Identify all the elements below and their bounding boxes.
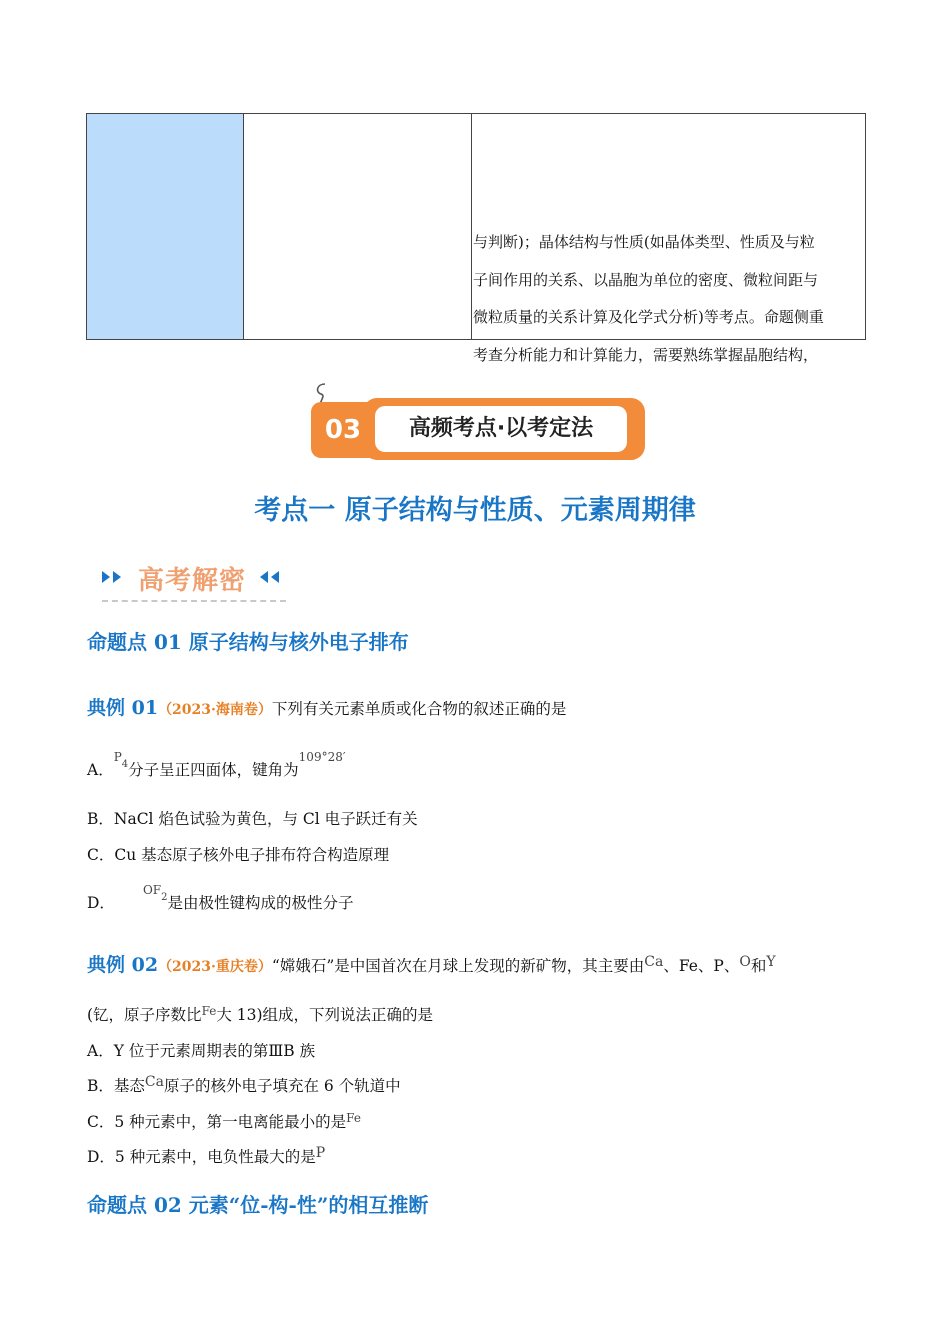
example-question: 、Fe、P、 [663, 957, 740, 975]
table-cell-paragraph [473, 224, 867, 374]
example-question: 大 13)组成，下列说法正确的是 [216, 1006, 434, 1024]
banner-title: 高频考点·以考定法 [375, 406, 627, 452]
paragraph-line: 子间作用的关系、以晶胞为单位的密度、微粒间距与 [473, 270, 819, 289]
formula-subscript: 2 [161, 892, 168, 903]
banner-title-box [363, 398, 645, 460]
option-prefix: A． [87, 761, 114, 779]
gaokao-header [100, 560, 286, 602]
option-a: A．Y 位于元素周期表的第ⅢB 族 [87, 1042, 316, 1060]
element-symbol: P [315, 1145, 326, 1161]
double-arrow-left-icon [258, 568, 288, 586]
example-source: （2023·重庆卷） [158, 959, 272, 975]
example-question: (钇，原子序数比 [87, 1006, 202, 1024]
option-text: C．5 种元素中，第一电离能最小的是 [87, 1113, 347, 1131]
option-d [87, 1145, 325, 1167]
option-text: D．5 种元素中，电负性最大的是 [87, 1148, 316, 1166]
gaokao-label: 高考解密 [138, 566, 247, 596]
element-symbol: O [739, 954, 751, 970]
option-d [87, 883, 354, 913]
example-1-stem [87, 693, 566, 720]
option-text: 原子的核外电子填充在 6 个轨道中 [163, 1077, 401, 1095]
paragraph-line: 与判断)；晶体结构与性质(如晶体类型、性质及与粒 [473, 233, 815, 251]
option-text: 是由极性键构成的极性分子 [167, 894, 354, 912]
example-2-stem [87, 950, 776, 977]
example-label: 典例 02 [87, 954, 159, 976]
formula: OF [142, 883, 162, 897]
example-source: （2023·海南卷） [158, 702, 272, 718]
formula: P [113, 750, 122, 764]
option-c: C．Cu 基态原子核外电子排布符合构造原理 [87, 846, 390, 864]
element-symbol: Ca [644, 954, 664, 970]
table-cell-empty [244, 114, 472, 339]
section-heading-1: 命题点 01 原子结构与核外电子排布 [87, 630, 409, 654]
element-symbol: Fe [201, 1004, 217, 1018]
option-text: 分子呈正四面体，键角为 [128, 761, 299, 779]
example-question: “嫦娥石”是中国首次在月球上发现的新矿物，其主要由 [271, 957, 645, 975]
double-arrow-right-icon [100, 568, 130, 586]
option-text: B．基态 [87, 1077, 145, 1095]
section-heading-2: 命题点 02 元素“位-构-性”的相互推断 [87, 1193, 429, 1217]
example-question: 和 [750, 957, 767, 975]
section-banner [311, 398, 645, 460]
dashed-divider [102, 600, 286, 602]
example-2-stem-line2 [87, 1003, 433, 1025]
example-label: 典例 01 [87, 697, 159, 719]
option-prefix: D． [87, 894, 115, 912]
bond-angle: 109°28′ [298, 750, 346, 764]
option-b: B．NaCl 焰色试验为黄色，与 Cl 电子跃迁有关 [87, 810, 418, 828]
banner-number: 03 [311, 402, 375, 458]
element-symbol: Y [766, 954, 776, 970]
table-cell-label [87, 114, 244, 339]
element-symbol: Fe [346, 1111, 361, 1125]
formula-subscript: 4 [121, 759, 129, 770]
paragraph-line: 微粒质量的关系计算及化学式分析)等考点。命题侧重 [473, 308, 824, 326]
option-c [87, 1110, 361, 1132]
option-b [87, 1074, 401, 1096]
kaodian-title: 考点一 原子结构与性质、元素周期律 [254, 495, 696, 526]
element-symbol: Ca [144, 1074, 164, 1090]
example-question: 下列有关元素单质或化合物的叙述正确的是 [271, 700, 567, 718]
paragraph-line: 考查分析能力和计算能力，需要熟练掌握晶胞结构， [473, 345, 819, 364]
